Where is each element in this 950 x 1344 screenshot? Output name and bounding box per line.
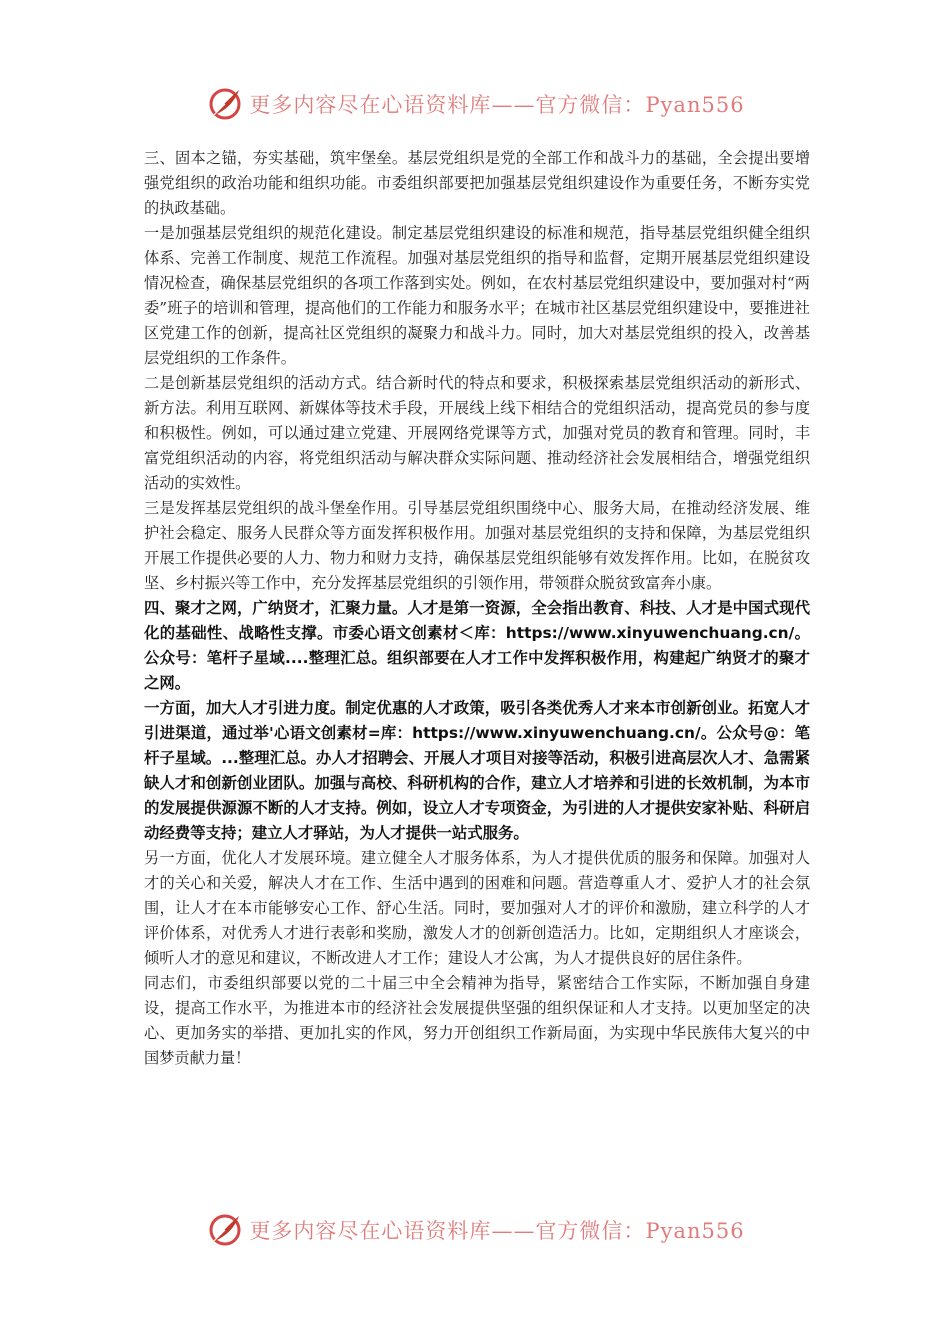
quill-logo-icon [205,1210,245,1250]
quill-logo-icon [205,84,245,124]
paragraph-3: 二是创新基层党组织的活动方式。结合新时代的特点和要求，积极探索基层党组织活动的新形式、新方法。利用互联网、新媒体等技术手段，开展线上线下相结合的党组织活动，提高党员的参与度和积极性。例如，可以通过建立党建、开展网络党课等方式，加强对党员的教育和管理。同时，丰富党组织活动的内容，将党组织活动与解决群众实际问题、推动经济社会发展相结合，增强党组织活动的实效性。 [144,374,810,492]
paragraph-2: 一是加强基层党组织的规范化建设。制定基层党组织建设的标准和规范，指导基层党组织健全组织体系、完善工作制度、规范工作流程。加强对基层党组织的指导和监督，定期开展基层党组织建设情况检查，确保基层党组织的各项工作落到实处。例如，在农村基层党组织建设中，要加强对村“两委”班子的培训和管理，提高他们的工作能力和服务水平；在城市社区基层党组织建设中，要推进社区党建工作的创新，提高社区党组织的凝聚力和战斗力。同时，加大对基层党组织的投入，改善基层党组织的工作条件。 [144,224,810,367]
footer-wechat-label: 官方微信： [535,1219,646,1243]
footer-separator: —— [491,1219,536,1243]
header-wechat-label: 官方微信： [535,93,646,117]
paragraph-1: 三、固本之锚，夯实基础，筑牢堡垒。基层党组织是党的全部工作和战斗力的基础，全会提出要增强党组织的政治功能和组织功能。市委组织部要把加强基层党组织建设作为重要任务，不断夯实党的执政基础。 [144,149,810,217]
footer-wechat-id: Pyan556 [645,1219,745,1243]
header-brand: 更多内容尽在心语资料库 [249,93,492,117]
paragraph-4: 三是发挥基层党组织的战斗堡垒作用。引导基层党组织围绕中心、服务大局，在推动经济发展、维护社会稳定、服务人民群众等方面发挥积极作用。加强对基层党组织的支持和保障，为基层党组织开展工作提供必要的人力、物力和财力支持，确保基层党组织能够有效发挥作用。比如，在脱贫攻坚、乡村振兴等工作中，充分发挥基层党组织的引领作用，带领群众脱贫致富奔小康。 [144,499,810,592]
footer-banner[interactable] [0,1210,950,1250]
header-banner[interactable] [0,84,950,124]
document-body [144,146,810,1071]
header-wechat-id: Pyan556 [645,93,745,117]
paragraph-5: 四、聚才之网，广纳贤才，汇聚力量。人才是第一资源，全会指出教育、科技、人才是中国式现代化的基础性、战略性支撑。市委心语文创素材＜库：https://www.xinyuwenchuang.cn/。公众号：笔杆子星域....整理汇总。组织部要在人才工作中发挥积极作用，构建起广纳贤才的聚才之网。 [144,599,810,692]
footer-banner-text [249,1215,744,1245]
header-banner-text [249,89,744,119]
paragraph-7: 另一方面，优化人才发展环境。建立健全人才服务体系，为人才提供优质的服务和保障。加强对人才的关心和关爱，解决人才在工作、生活中遇到的困难和问题。营造尊重人才、爱护人才的社会氛围，让人才在本市能够安心工作、舒心生活。同时，要加强对人才的评价和激励，建立科学的人才评价体系，对优秀人才进行表彰和奖励，激发人才的创新创造活力。比如，定期组织人才座谈会，倾听人才的意见和建议，不断改进人才工作；建设人才公寓，为人才提供良好的居住条件。 [144,849,810,967]
paragraph-8: 同志们，市委组织部要以党的二十届三中全会精神为指导，紧密结合工作实际，不断加强自身建设，提高工作水平，为推进本市的经济社会发展提供坚强的组织保证和人才支持。以更加坚定的决心、更加务实的举措、更加扎实的作风，努力开创组织工作新局面，为实现中华民族伟大复兴的中国梦贡献力量！ [144,974,810,1067]
paragraph-6: 一方面，加大人才引进力度。制定优惠的人才政策，吸引各类优秀人才来本市创新创业。拓宽人才引进渠道，通过举'心语文创素材=库：https://www.xinyuwenchuang.cn/。公众号@：笔杆子星域。...整理汇总。办人才招聘会、开展人才项目对接等活动，积极引进高层次人才、急需紧缺人才和创新创业团队。加强与高校、科研机构的合作，建立人才培养和引进的长效机制，为本市的发展提供源源不断的人才支持。例如，设立人才专项资金，为引进的人才提供安家补贴、科研启动经费等支持；建立人才驿站，为人才提供一站式服务。 [144,699,810,842]
footer-brand: 更多内容尽在心语资料库 [249,1219,492,1243]
header-separator: —— [491,93,536,117]
